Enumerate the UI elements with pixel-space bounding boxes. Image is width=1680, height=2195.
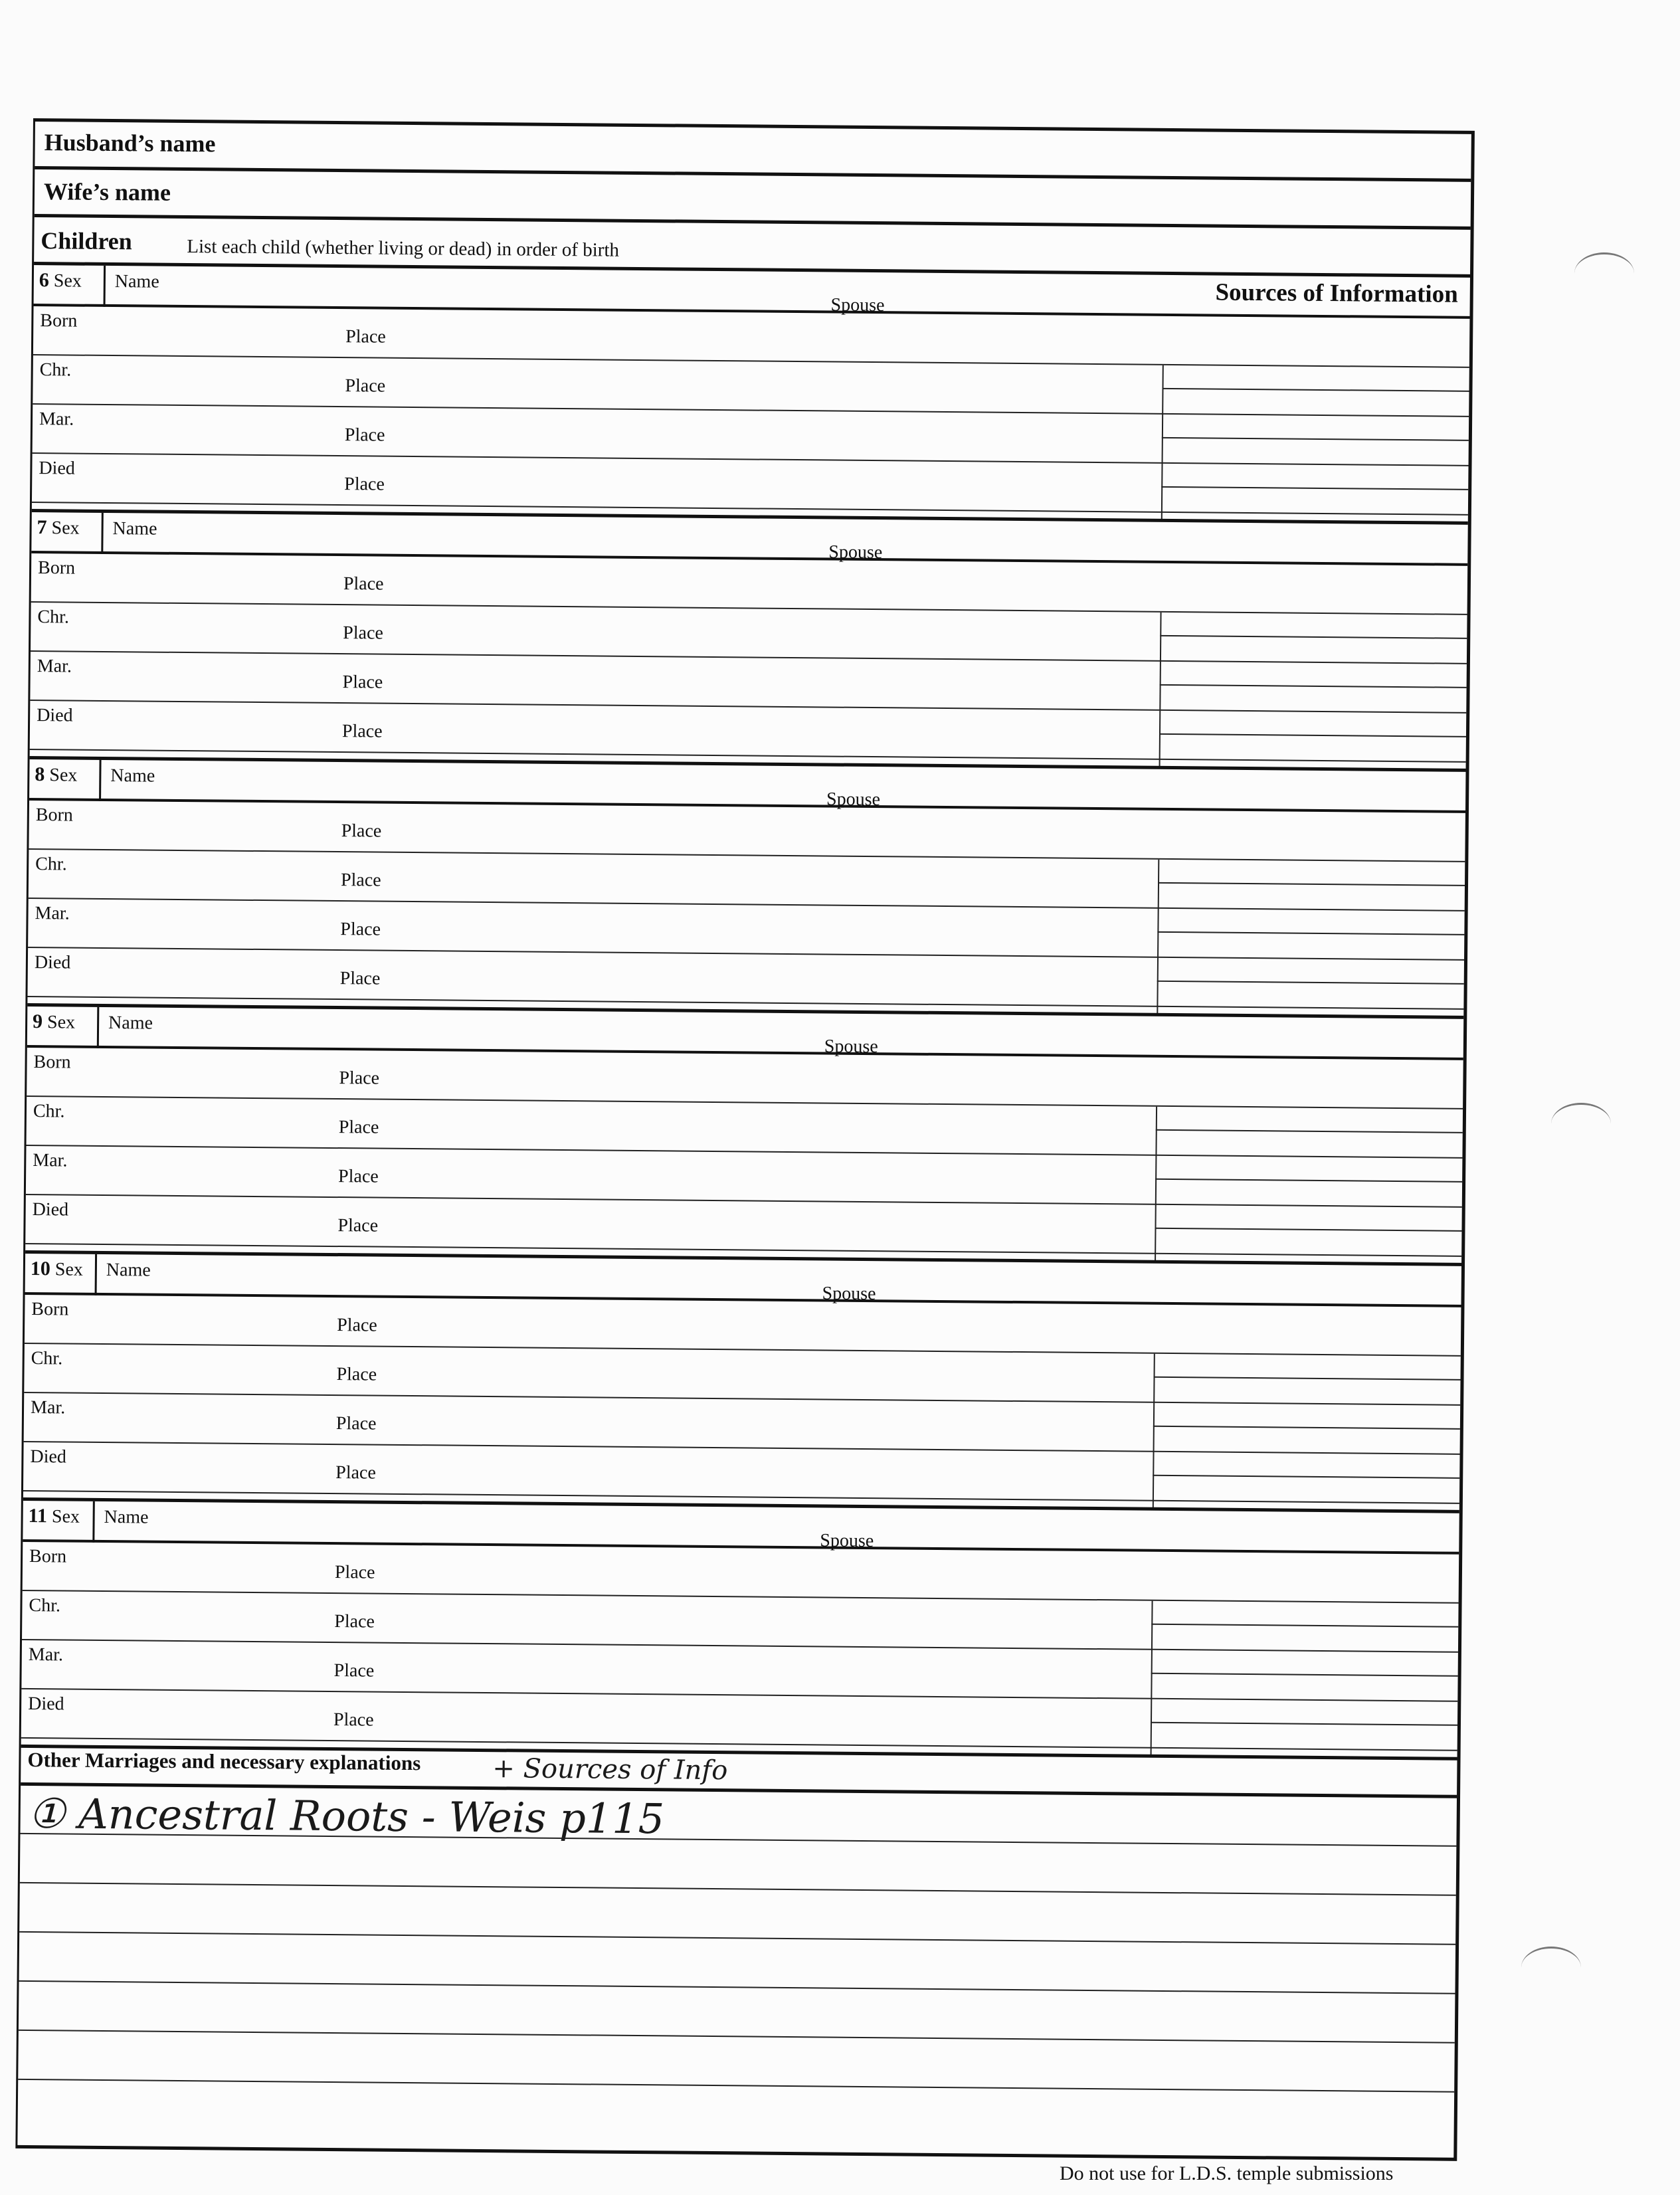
- sex-label: Sex: [47, 1012, 76, 1033]
- place-label: Place: [342, 672, 383, 693]
- event-label: Died: [37, 705, 73, 726]
- spouse-label: Spouse: [828, 541, 883, 563]
- spouse-label: Spouse: [830, 294, 885, 316]
- place-label: Place: [340, 919, 381, 940]
- place-label: Place: [337, 1215, 379, 1236]
- spouse-label: Spouse: [824, 1036, 878, 1058]
- child-block: [30, 512, 1468, 772]
- other-marriages-label: Other Marriages and necessary explanations: [27, 1748, 421, 1775]
- note-line: [18, 2079, 1454, 2093]
- sex-label: Sex: [54, 1259, 84, 1280]
- child-number: 11: [28, 1505, 48, 1527]
- event-label: Chr.: [35, 854, 67, 875]
- punch-hole-bottom: [1521, 1947, 1581, 1988]
- sources-of-information-title: Sources of Information: [1215, 278, 1458, 308]
- child-sex-field[interactable]: [27, 1006, 100, 1048]
- note-line: [19, 1980, 1455, 1994]
- event-label: Chr.: [37, 607, 70, 628]
- child-name-label: Name: [110, 765, 155, 787]
- husband-name-label: Husband’s name: [44, 129, 216, 157]
- event-label: Died: [39, 458, 75, 479]
- place-label: Place: [339, 1068, 380, 1089]
- event-label: Mar.: [37, 656, 72, 677]
- handwritten-addendum: + Sources of Info: [492, 1753, 728, 1786]
- event-label: Born: [29, 1546, 67, 1567]
- event-label: Mar.: [30, 1397, 66, 1418]
- event-label: Died: [32, 1199, 69, 1220]
- event-label: Died: [34, 952, 71, 973]
- place-label: Place: [343, 573, 384, 595]
- place-label: Place: [340, 870, 381, 891]
- place-label: Place: [336, 1364, 377, 1385]
- child-name-label: Name: [106, 1260, 151, 1281]
- place-label: Place: [341, 721, 383, 742]
- spouse-label: Spouse: [826, 789, 881, 811]
- event-label: Born: [35, 805, 73, 826]
- place-label: Place: [333, 1709, 374, 1731]
- sex-label: Sex: [51, 518, 80, 539]
- child-number: 8: [35, 763, 45, 786]
- child-sex-field[interactable]: [23, 1501, 95, 1543]
- sex-label: Sex: [49, 765, 78, 786]
- place-label: Place: [337, 1166, 379, 1187]
- note-line: [19, 1931, 1455, 1945]
- children-instruction: List each child (whether living or dead) in order of birth: [187, 236, 620, 261]
- event-label: Born: [31, 1299, 69, 1320]
- place-label: Place: [334, 1611, 375, 1632]
- handwritten-note: ① Ancestral Roots - Weis p115: [28, 1789, 665, 1844]
- child-name-label: Name: [104, 1507, 149, 1528]
- note-line: [20, 1833, 1456, 1847]
- event-label: Died: [28, 1693, 64, 1715]
- child-name-label: Name: [112, 518, 157, 539]
- place-label: Place: [341, 820, 382, 842]
- place-label: Place: [344, 425, 385, 446]
- child-block: [21, 1501, 1459, 1761]
- punch-hole-top: [1574, 252, 1634, 294]
- child-block: [23, 1254, 1461, 1513]
- child-sex-field[interactable]: [34, 265, 106, 307]
- child-number: 10: [30, 1258, 51, 1280]
- child-block: [25, 1006, 1463, 1266]
- child-block: [32, 265, 1470, 525]
- spouse-label: Spouse: [822, 1283, 876, 1305]
- place-label: Place: [333, 1660, 375, 1681]
- children-label: Children: [41, 227, 132, 255]
- place-label: Place: [338, 1117, 379, 1138]
- event-label: Mar.: [39, 409, 74, 430]
- sex-label: Sex: [53, 270, 82, 292]
- sex-label: Sex: [51, 1506, 80, 1527]
- place-label: Place: [339, 968, 381, 989]
- event-label: Mar.: [33, 1150, 68, 1171]
- event-label: Mar.: [35, 903, 70, 924]
- note-line: [19, 2030, 1455, 2044]
- child-name-label: Name: [114, 271, 159, 292]
- spouse-label: Spouse: [820, 1530, 874, 1552]
- place-label: Place: [335, 1462, 377, 1483]
- child-sex-field[interactable]: [29, 759, 102, 801]
- child-sex-field[interactable]: [25, 1254, 98, 1295]
- event-label: Chr.: [33, 1101, 65, 1122]
- place-label: Place: [334, 1562, 375, 1583]
- event-label: Born: [37, 557, 76, 579]
- event-label: Born: [40, 310, 78, 332]
- child-number: 7: [37, 516, 47, 539]
- place-label: Place: [344, 474, 385, 495]
- punch-hole-middle: [1551, 1103, 1611, 1145]
- children-section: [21, 265, 1470, 1759]
- child-block: [27, 759, 1465, 1019]
- child-name-label: Name: [108, 1012, 153, 1034]
- child-number: 6: [39, 269, 50, 292]
- event-label: Born: [33, 1052, 71, 1073]
- event-label: Chr.: [39, 359, 72, 381]
- event-label: Chr.: [31, 1348, 63, 1369]
- family-group-sheet: [15, 118, 1475, 2161]
- place-label: Place: [343, 622, 384, 644]
- note-line: [20, 1882, 1456, 1896]
- child-number: 9: [32, 1010, 43, 1033]
- place-label: Place: [335, 1413, 377, 1434]
- place-label: Place: [337, 1315, 377, 1336]
- child-sex-field[interactable]: [31, 512, 104, 554]
- event-label: Mar.: [28, 1644, 64, 1666]
- place-label: Place: [345, 326, 386, 347]
- footer-note: Do not use for L.D.S. temple submissions: [1060, 2162, 1394, 2184]
- place-label: Place: [345, 375, 386, 397]
- event-label: Died: [30, 1446, 66, 1468]
- event-label: Chr.: [29, 1595, 61, 1616]
- wife-name-label: Wife’s name: [43, 178, 171, 206]
